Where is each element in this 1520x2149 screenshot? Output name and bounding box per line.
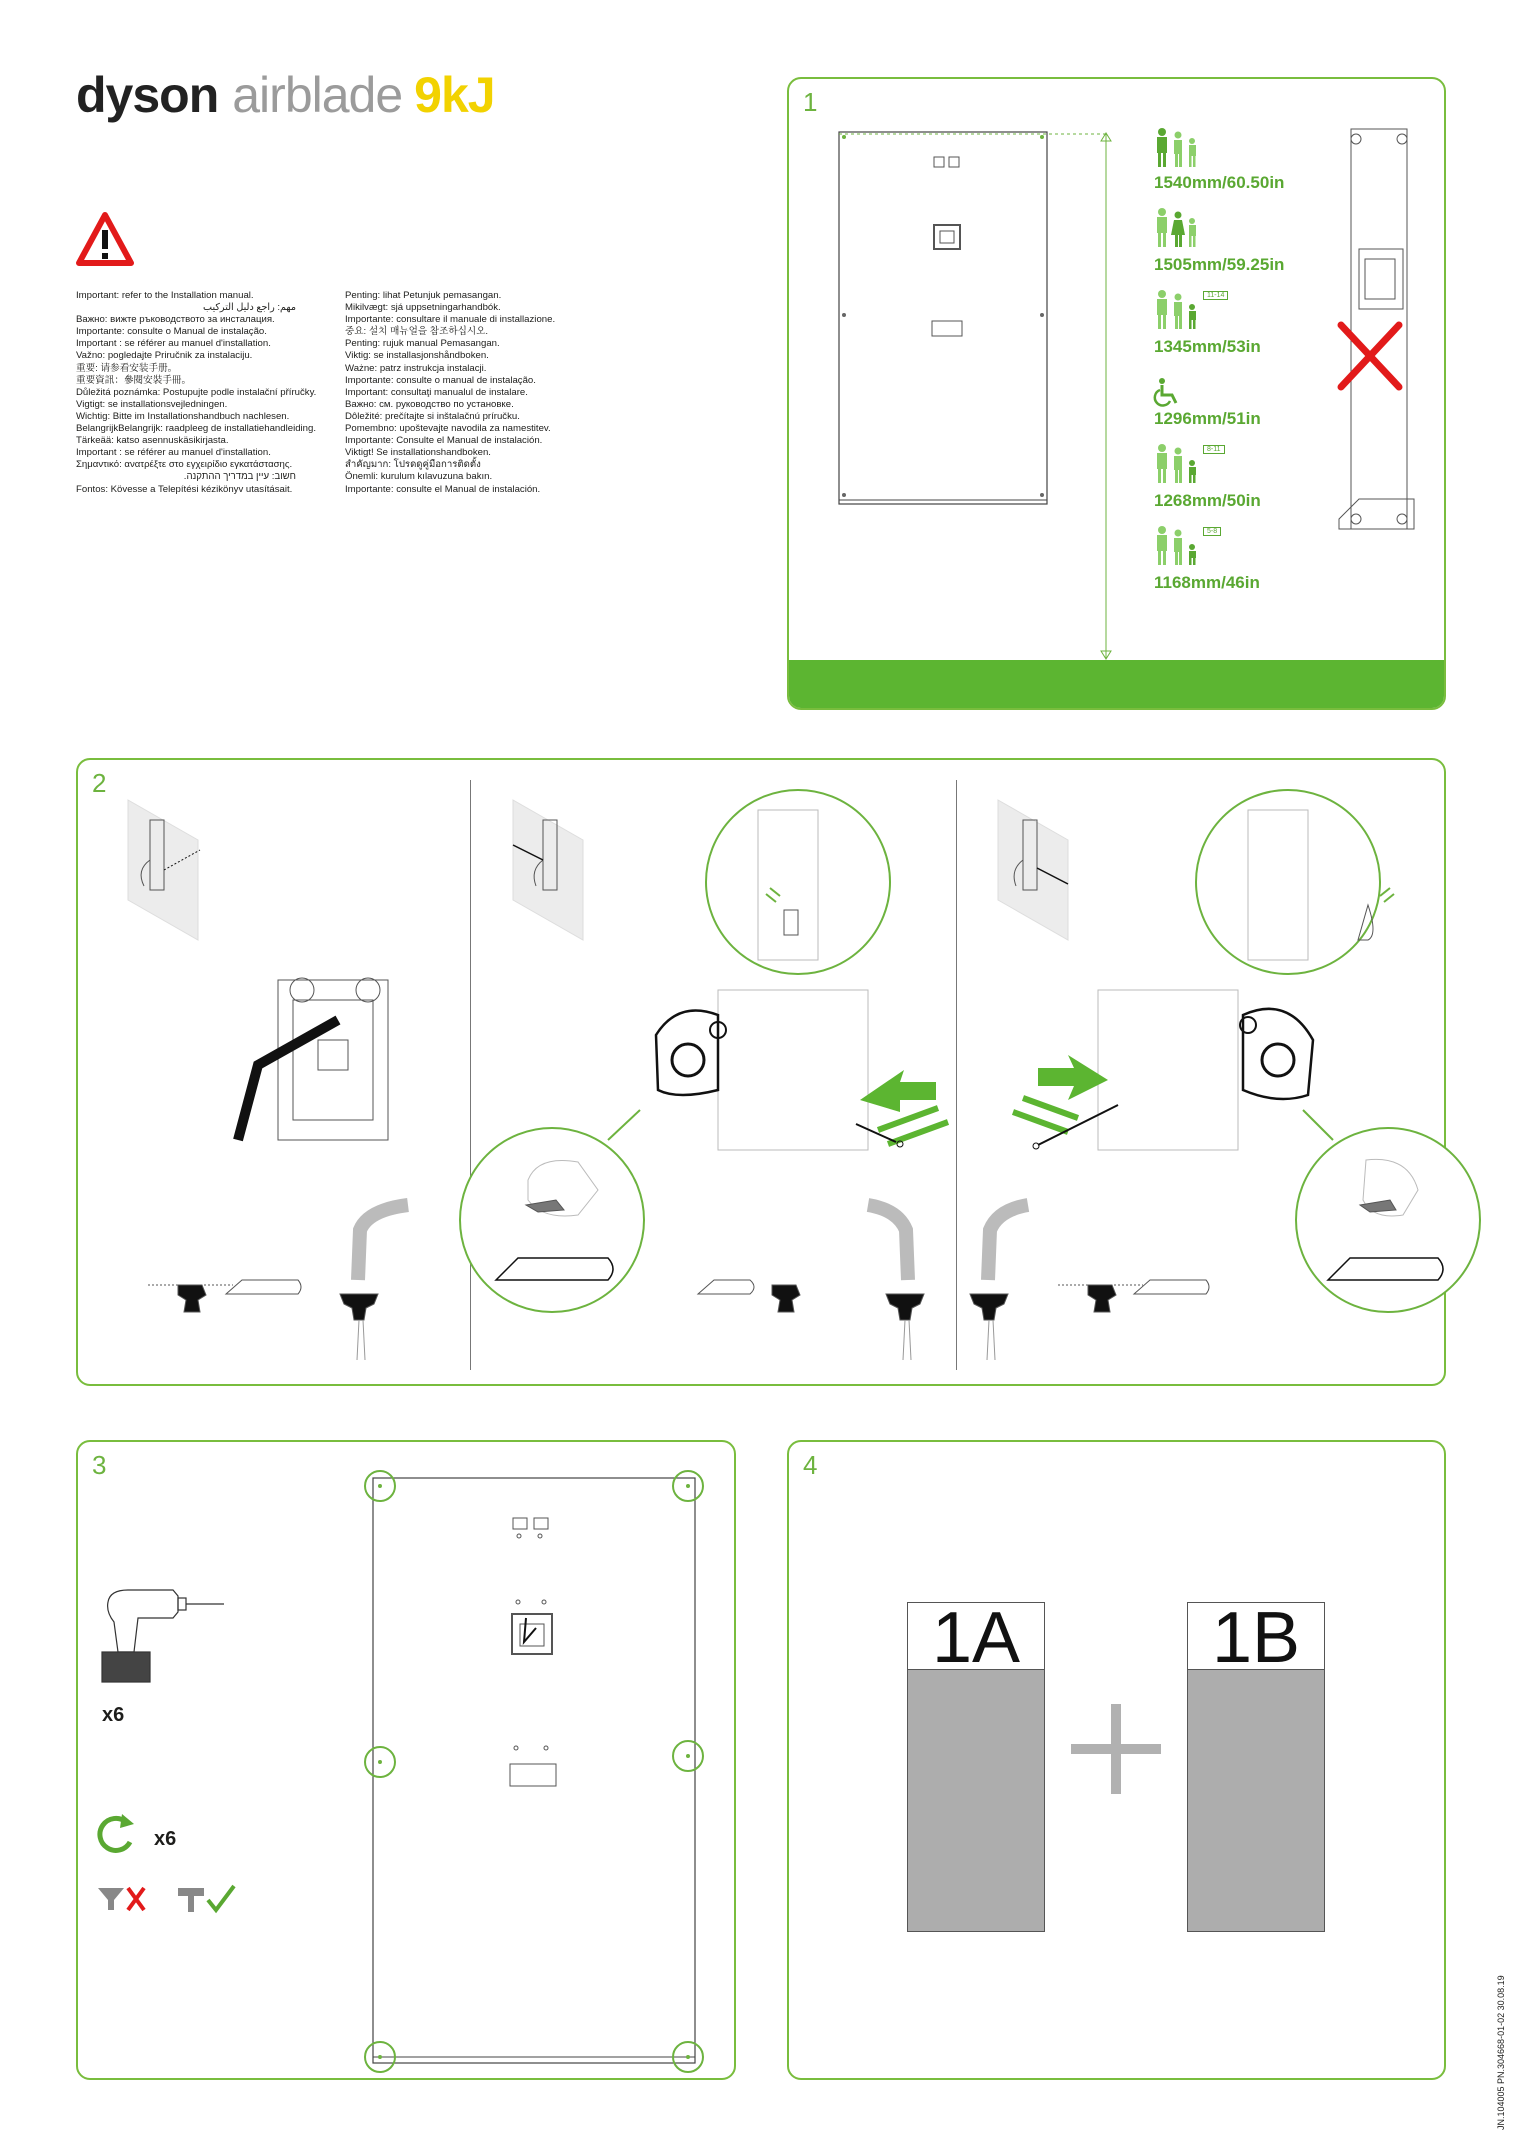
- note-line: Important: refer to the Installation manual.: [76, 290, 254, 301]
- note-line: Важно: см. руководство по установке.: [345, 398, 514, 410]
- step1-panel: [787, 77, 1446, 710]
- note-line: Dôležité: prečítajte si inštalačnú príručku.: [345, 410, 520, 422]
- height-label-5: 1268mm/50in: [1154, 491, 1261, 510]
- step3-number: 3: [92, 1450, 107, 1480]
- wheelchair-icon: [1154, 377, 1184, 409]
- plus-icon: [1071, 1704, 1161, 1794]
- people-icon: [1154, 207, 1214, 257]
- note-line: Σημαντικό: ανατρέξτε στο εγχειρίδιο εγκατάστασης.: [76, 459, 293, 471]
- people-icon: [1154, 127, 1214, 177]
- note-line: Važno: pogledajte Priručnik za instalaciju.: [76, 350, 253, 362]
- box-label-1b: 1B: [1188, 1603, 1324, 1670]
- step1-number: 1: [803, 87, 818, 117]
- warning-notes-col2: [345, 290, 555, 496]
- brand-product: airblade: [232, 67, 403, 123]
- note-line: Viktig: se installasjonshåndboken.: [345, 350, 489, 362]
- note-line: Important: consultaţi manualul de instalare.: [345, 386, 528, 398]
- note-line: Mikilvægt: sjá uppsetningarhandbók.: [345, 302, 501, 314]
- note-line: Ważne: patrz instrukcja instalacji.: [345, 362, 487, 374]
- document-reference: JN.104005 PN.304668-01-02 30.08.19: [1496, 1975, 1506, 2130]
- note-line: مهم: راجع دليل التركيب: [203, 302, 296, 314]
- note-line: Penting: lihat Petunjuk pemasangan.: [345, 290, 502, 301]
- package-box-1a: [907, 1598, 1045, 1932]
- note-line: Fontos: Kövesse a Telepítési kézikönyv utasításait.: [76, 483, 293, 495]
- note-line: Importante: consulte o manual de instalação.: [345, 374, 536, 386]
- package-box-1b: [1187, 1598, 1325, 1932]
- note-line: 중요: 설치 매뉴얼을 참조하십시오.: [345, 326, 489, 338]
- incorrect-orientation-drawing: [1319, 119, 1429, 539]
- brand-model: 9kJ: [414, 67, 495, 123]
- step2-illustrations: [78, 760, 1448, 1388]
- warning-icon: [76, 212, 134, 266]
- note-line: Tärkeää: katso asennuskäsikirjasta.: [76, 435, 229, 447]
- note-line: חשוב: עיין במדריך ההתקנה.: [183, 471, 296, 483]
- height-label-1: 1540mm/60.50in: [1154, 173, 1285, 192]
- age-badge: 11-14: [1203, 291, 1228, 300]
- brand-logo: [76, 66, 495, 124]
- height-label-3: 1345mm/53in: [1154, 337, 1261, 356]
- drill-count: x6: [102, 1704, 125, 1726]
- height-label-2: 1505mm/59.25in: [1154, 255, 1285, 274]
- step4-number: 4: [803, 1450, 818, 1480]
- note-line: Viktigt! Se installationshandboken.: [345, 447, 491, 459]
- box-label-1a: 1A: [908, 1603, 1044, 1670]
- step2-panel: [76, 758, 1446, 1386]
- note-line: BelangrijkBelangrijk: raadpleeg de installatiehandleiding.: [76, 423, 317, 435]
- note-line: Важно: вижте ръководството за инсталация.: [76, 314, 275, 326]
- note-line: Pomembno: upoštevajte navodila za namestitev.: [345, 423, 551, 435]
- age-badge: 5-8: [1203, 527, 1221, 536]
- note-line: Önemli: kurulum kılavuzuna bakın.: [345, 471, 493, 483]
- warning-notes-col1: [76, 290, 316, 496]
- height-label-6: 1168mm/46in: [1154, 573, 1260, 592]
- note-line: Importante: consulte o Manual de instalação.: [76, 326, 267, 338]
- height-label-4: 1296mm/51in: [1154, 409, 1261, 428]
- step4-panel: [787, 1440, 1446, 2080]
- screw-count: x6: [154, 1828, 177, 1850]
- note-line: Important : se référer au manuel d'installation.: [76, 338, 271, 350]
- note-line: สำคัญมาก: โปรดดูคู่มือการติดตั้ง: [345, 459, 481, 471]
- note-line: Importante: consulte el Manual de instalación.: [345, 483, 541, 495]
- note-line: Importante: consultare il manuale di installazione.: [345, 314, 556, 326]
- step3-panel: [76, 1440, 736, 2080]
- note-line: Important : se référer au manuel d'installation.: [76, 447, 271, 459]
- note-line: Vigtigt: se installationsvejledningen.: [76, 398, 228, 410]
- step2-number: 2: [92, 768, 107, 798]
- brand-dyson: dyson: [76, 67, 219, 123]
- note-line: 重要資訊：參閱安裝手冊。: [76, 374, 192, 386]
- note-line: 重要: 请参看安装手册。: [76, 362, 178, 374]
- note-line: Penting: rujuk manual Pemasangan.: [345, 338, 500, 350]
- note-line: Importante: Consulte el Manual de instalación.: [345, 435, 543, 447]
- age-badge: 8-11: [1203, 445, 1225, 454]
- note-line: Důležitá poznámka: Postupujte podle instalační příručky.: [76, 386, 317, 398]
- template-hole-positions: [78, 1442, 738, 2082]
- note-line: Wichtig: Bitte im Installationshandbuch nachlesen.: [76, 410, 290, 422]
